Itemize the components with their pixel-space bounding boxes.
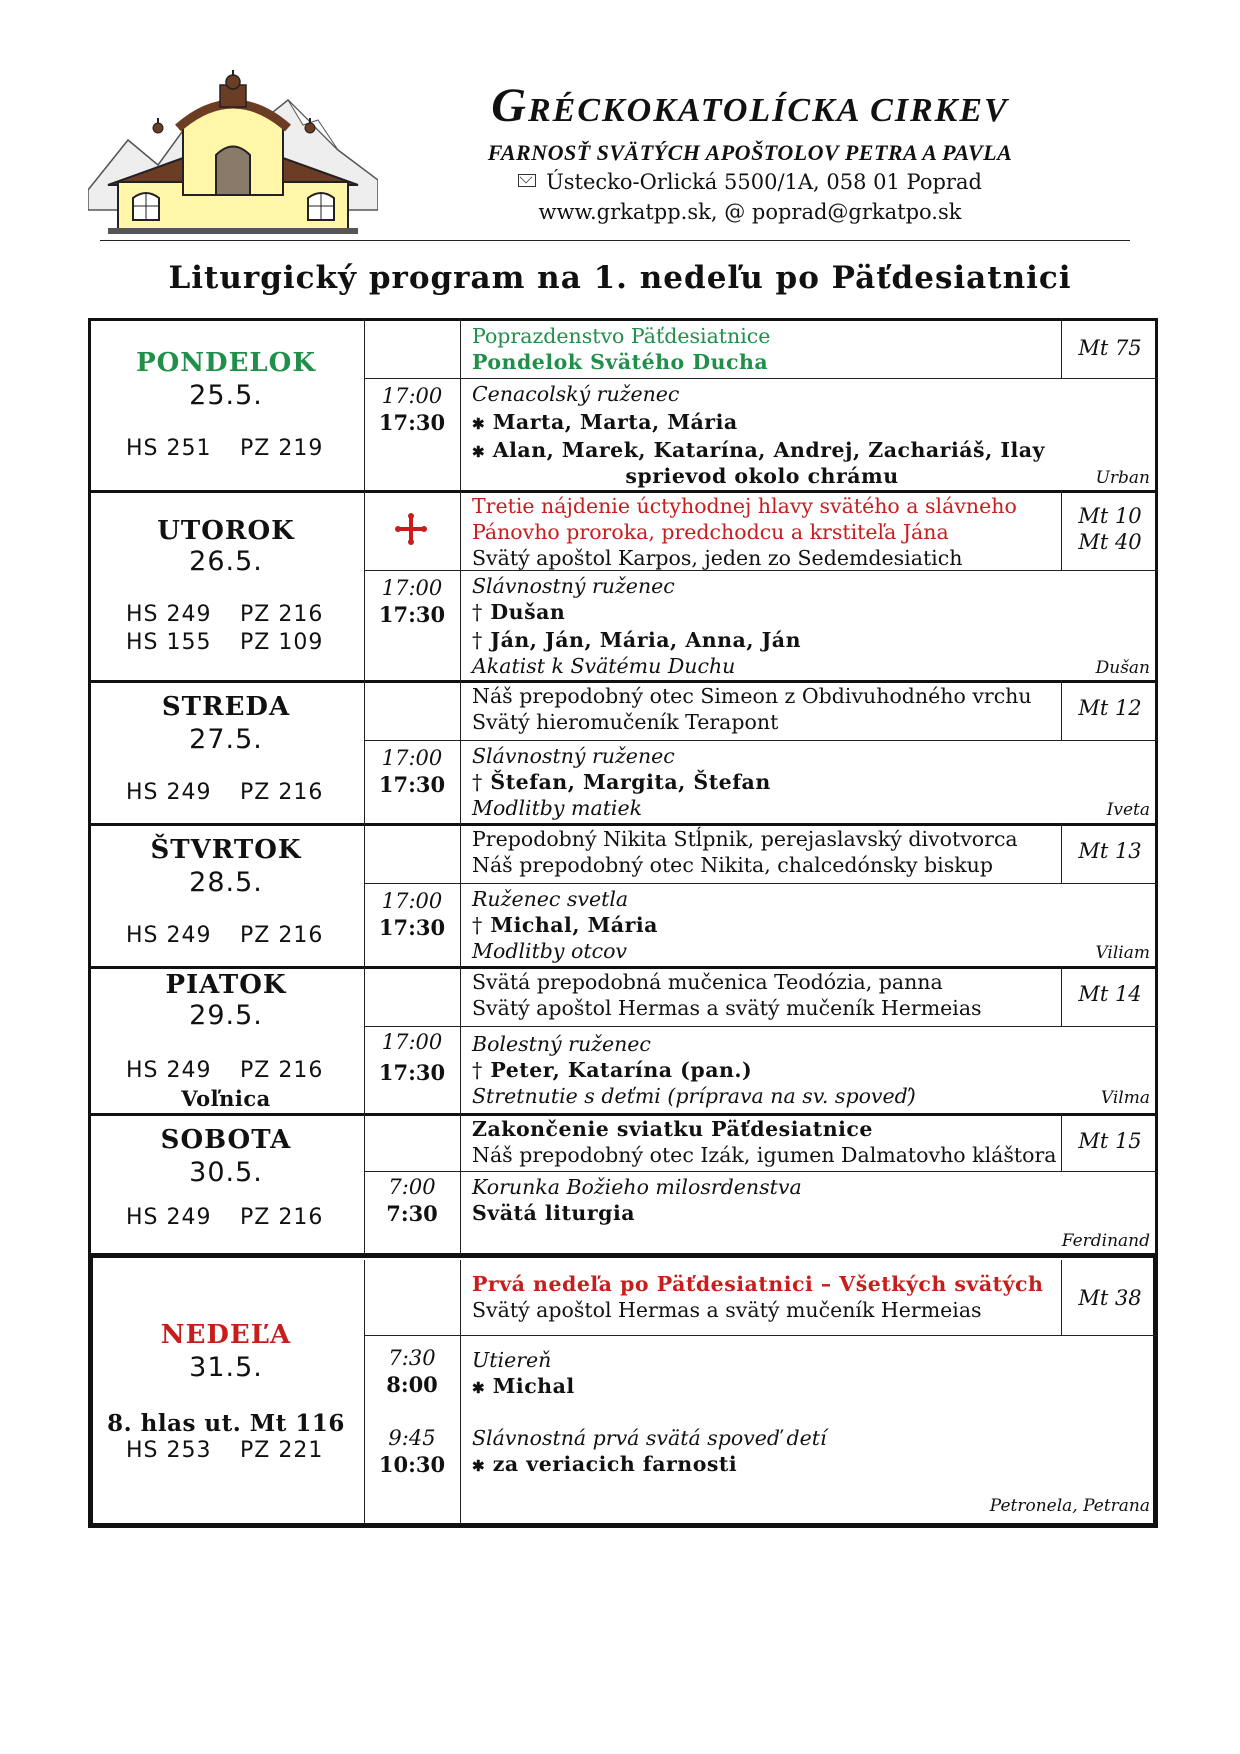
service-line: Slávnostný ruženec xyxy=(472,574,675,598)
feast-line: Svätý apoštol Karpos, jeden zo Sedemdesiatich xyxy=(472,546,963,570)
gospel-reference: Mt 12 xyxy=(1078,696,1142,720)
asterisk-icon: ✱ xyxy=(472,1457,486,1475)
service-line: Svätá liturgia xyxy=(472,1201,636,1225)
mail-icon xyxy=(518,174,536,187)
intention-line: ✱ Marta, Marta, Mária xyxy=(472,410,738,434)
asterisk-icon: ✱ xyxy=(472,415,486,433)
feast-line: Pondelok Svätého Ducha xyxy=(472,350,769,374)
intention-line: † Dušan xyxy=(472,600,566,624)
feast-line: Prvá nedeľa po Päťdesiatnici – Všetkých svätých xyxy=(472,1272,1044,1296)
time-liturgy: 17:30 xyxy=(378,1060,446,1085)
gospel-reference: Mt 75 xyxy=(1078,336,1142,360)
day-note: 8. hlas ut. Mt 116 xyxy=(107,1410,345,1437)
service-line: Akatist k Svätému Duchu xyxy=(472,654,736,678)
hs-number: HS 253 xyxy=(126,1438,212,1463)
priest-name: Dušan xyxy=(1095,658,1150,678)
red-cross-icon xyxy=(394,512,428,546)
day-date: 25.5. xyxy=(189,380,263,411)
day-name: ŠTVRTOK xyxy=(150,835,302,865)
feast-line: Prepodobný Nikita Stĺpnik, perejaslavský divotvorca xyxy=(472,827,1018,851)
day-name: PONDELOK xyxy=(136,348,316,378)
header-divider xyxy=(100,240,1130,241)
time-start: 17:00 xyxy=(381,576,443,600)
gospel-reference: Mt 10 xyxy=(1078,504,1142,528)
time-liturgy: 7:30 xyxy=(386,1201,438,1226)
pz-number: PZ 219 xyxy=(240,436,324,461)
feast-line: Náš prepodobný otec Simeon z Obdivuhodného vrchu xyxy=(472,684,1032,708)
feast-line: Svätý apoštol Hermas a svätý mučeník Hermeias xyxy=(472,1298,982,1322)
intention-line: ✱ Alan, Marek, Katarína, Andrej, Zachariáš, Ilay xyxy=(472,438,1045,462)
feast-line: Svätá prepodobná mučenica Teodózia, panna xyxy=(472,970,943,994)
feast-line: Náš prepodobný otec Izák, igumen Dalmatovho kláštora xyxy=(472,1143,1057,1167)
day-date: 29.5. xyxy=(189,1000,263,1031)
time-liturgy: 17:30 xyxy=(378,410,446,435)
feast-line: Poprazdenstvo Päťdesiatnice xyxy=(472,324,771,348)
day-saturday xyxy=(88,1113,1158,1253)
hs-number: HS 249 xyxy=(126,1058,212,1083)
time-start: 17:00 xyxy=(381,384,443,408)
service-line: sprievod okolo chrámu xyxy=(625,464,899,488)
pz-number: PZ 216 xyxy=(240,923,324,948)
service-line: Ruženec svetla xyxy=(472,887,629,911)
day-name: PIATOK xyxy=(165,970,287,1000)
day-name: NEDEĽA xyxy=(160,1320,292,1350)
day-date: 28.5. xyxy=(189,867,263,898)
day-tuesday xyxy=(88,490,1158,680)
gospel-reference: Mt 40 xyxy=(1078,530,1142,554)
time-start: 17:00 xyxy=(381,746,443,770)
hs-number: HS 249 xyxy=(126,780,212,805)
service-line: Stretnutie s deťmi (príprava na sv. spoveď) xyxy=(472,1084,916,1108)
gospel-reference: Mt 38 xyxy=(1078,1286,1142,1310)
parish-name: GRÉCKOKATOLÍCKA CIRKEV xyxy=(491,79,1009,132)
time-start: 17:00 xyxy=(381,889,443,913)
feast-line: Pánovho proroka, predchodcu a krstiteľa Jána xyxy=(472,520,949,544)
day-monday xyxy=(88,318,1158,490)
day-wednesday xyxy=(88,680,1158,823)
time-start: 7:30 xyxy=(388,1346,436,1370)
pz-number: PZ 216 xyxy=(240,602,324,627)
service-line: Modlitby otcov xyxy=(472,939,628,963)
time-start: 17:00 xyxy=(381,1030,443,1054)
hs-number: HS 249 xyxy=(126,1205,212,1230)
day-date: 27.5. xyxy=(189,724,263,755)
priest-name: Ferdinand xyxy=(1061,1231,1150,1251)
intention-line: † Štefan, Margita, Štefan xyxy=(472,770,771,794)
pz-number: PZ 221 xyxy=(240,1438,324,1463)
dagger-icon: † xyxy=(472,913,483,937)
hs-number: HS 249 xyxy=(126,923,212,948)
day-friday xyxy=(88,966,1158,1113)
day-date: 31.5. xyxy=(189,1352,263,1383)
dagger-icon: † xyxy=(472,600,483,624)
service-line: Utiereň xyxy=(472,1348,552,1372)
service-line: Slávnostný ruženec xyxy=(472,744,675,768)
feast-line: Svätý apoštol Hermas a svätý mučeník Hermeias xyxy=(472,996,982,1020)
gospel-reference: Mt 13 xyxy=(1078,839,1142,863)
gospel-reference: Mt 15 xyxy=(1078,1129,1142,1153)
service-line: Korunka Božieho milosrdenstva xyxy=(472,1175,802,1199)
service-line: Slávnostná prvá svätá spoveď detí xyxy=(472,1426,827,1450)
parish-web: www.grkatpp.sk, @ poprad@grkatpo.sk xyxy=(538,200,962,224)
feast-line: Zakončenie sviatku Päťdesiatnice xyxy=(472,1117,873,1141)
asterisk-icon: ✱ xyxy=(472,443,486,461)
dagger-icon: † xyxy=(472,770,483,794)
day-thursday xyxy=(88,823,1158,966)
day-name: SOBOTA xyxy=(160,1125,292,1155)
parish-address: Ústecko-Orlická 5500/1A, 058 01 Poprad xyxy=(400,170,1100,194)
priest-name: Petronela, Petrana xyxy=(989,1496,1150,1516)
day-sunday xyxy=(88,1260,1158,1523)
intention-line: † Peter, Katarína (pan.) xyxy=(472,1058,753,1082)
pz-number: PZ 216 xyxy=(240,1205,324,1230)
dagger-icon: † xyxy=(472,628,483,652)
page-title: Liturgický program na 1. nedeľu po Päťdesiatnici xyxy=(168,260,1072,296)
day-name: UTOROK xyxy=(157,516,295,546)
hs-number: HS 249 xyxy=(126,602,212,627)
intention-line: ✱ za veriacich farnosti xyxy=(472,1452,738,1476)
day-date: 26.5. xyxy=(189,546,263,577)
service-line: Modlitby matiek xyxy=(472,796,643,820)
day-date: 30.5. xyxy=(189,1157,263,1188)
hs-number: HS 155 xyxy=(126,630,212,655)
pz-number: PZ 109 xyxy=(240,630,324,655)
day-name: STREDA xyxy=(161,692,291,722)
priest-name: Iveta xyxy=(1106,800,1150,820)
priest-name: Viliam xyxy=(1095,943,1150,963)
time-liturgy: 10:30 xyxy=(378,1452,446,1477)
schedule-table xyxy=(88,318,1158,1528)
asterisk-icon: ✱ xyxy=(472,1379,486,1397)
day-note: Voľnica xyxy=(181,1086,271,1111)
intention-line: ✱ Michal xyxy=(472,1374,575,1398)
time-liturgy: 17:30 xyxy=(378,915,446,940)
feast-line: Tretie nájdenie úctyhodnej hlavy svätého a slávneho xyxy=(472,494,1017,518)
time-liturgy: 8:00 xyxy=(386,1372,438,1397)
intention-line: † Michal, Mária xyxy=(472,913,658,937)
intention-line: † Ján, Ján, Mária, Anna, Ján xyxy=(472,628,801,652)
feast-line: Svätý hieromučeník Terapont xyxy=(472,710,779,734)
church-logo xyxy=(88,70,378,235)
priest-name: Vilma xyxy=(1100,1088,1150,1108)
feast-line: Náš prepodobný otec Nikita, chalcedónsky biskup xyxy=(472,853,994,877)
time-liturgy: 17:30 xyxy=(378,602,446,627)
hs-number: HS 251 xyxy=(126,436,212,461)
gospel-reference: Mt 14 xyxy=(1078,982,1142,1006)
time-liturgy: 17:30 xyxy=(378,772,446,797)
priest-name: Urban xyxy=(1095,468,1150,488)
parish-subtitle: FARNOSŤ SVÄTÝCH APOŠTOLOV PETRA A PAVLA xyxy=(487,140,1013,165)
pz-number: PZ 216 xyxy=(240,1058,324,1083)
pz-number: PZ 216 xyxy=(240,780,324,805)
dagger-icon: † xyxy=(472,1058,483,1082)
service-line: Cenacolský ruženec xyxy=(472,382,680,406)
time-start: 7:00 xyxy=(388,1175,436,1199)
time-start: 9:45 xyxy=(388,1426,436,1450)
service-line: Bolestný ruženec xyxy=(472,1032,651,1056)
